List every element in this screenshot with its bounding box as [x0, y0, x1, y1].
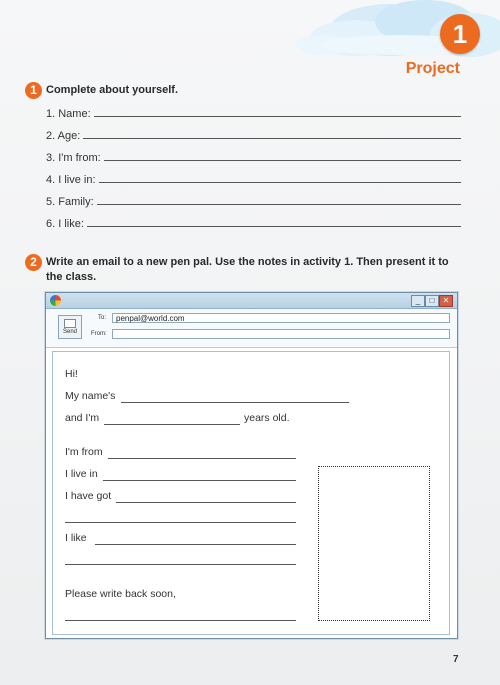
fill-line [104, 160, 461, 161]
email-live-label: I live in [65, 468, 98, 480]
fill-label: 4. I live in: [46, 174, 96, 186]
fill-row-age[interactable] [46, 126, 461, 142]
fill-line [99, 182, 461, 183]
envelope-icon [64, 319, 76, 328]
email-from-label: I'm from [65, 446, 103, 458]
email-closing: Please write back soon, [65, 588, 176, 600]
blank-line[interactable] [65, 564, 296, 565]
email-like-label: I like [65, 532, 87, 544]
from-field[interactable] [112, 329, 450, 339]
email-got-label: I have got [65, 490, 112, 502]
close-button[interactable]: ✕ [439, 295, 453, 307]
page-number: 7 [453, 654, 459, 665]
fill-label: 3. I'm from: [46, 152, 101, 164]
fill-row-family[interactable] [46, 192, 461, 208]
unit-badge: 1 [440, 14, 480, 54]
photo-placeholder[interactable] [318, 466, 430, 621]
send-button[interactable] [58, 315, 82, 339]
window-titlebar [46, 293, 457, 309]
from-label: From: [91, 331, 107, 337]
section-title: Project [405, 60, 460, 77]
email-greeting: Hi! [65, 368, 78, 380]
blank-line[interactable] [121, 402, 349, 403]
fill-row-name[interactable] [46, 104, 461, 120]
fill-line [97, 204, 461, 205]
fill-row-live[interactable] [46, 170, 461, 186]
activity-1-instruction: Complete about yourself. [46, 84, 179, 96]
blank-line[interactable] [95, 544, 296, 545]
blank-line[interactable] [104, 424, 240, 425]
email-header [46, 309, 457, 348]
minimize-button[interactable]: _ [411, 295, 425, 307]
fill-row-like[interactable] [46, 214, 461, 230]
email-body[interactable] [52, 351, 450, 635]
activity-2-number: 2 [25, 254, 42, 271]
fill-label: 6. I like: [46, 218, 84, 230]
fill-label: 5. Family: [46, 196, 94, 208]
email-name-label: My name's [65, 390, 116, 402]
fill-label: 1. Name: [46, 108, 91, 120]
email-window [45, 292, 458, 639]
blank-line[interactable] [108, 458, 296, 459]
blank-line[interactable] [103, 480, 296, 481]
blank-line[interactable] [65, 522, 296, 523]
activity-2-instruction-line1: Write an email to a new pen pal. Use the notes in activity 1. Then present it to [46, 256, 449, 268]
fill-line [83, 138, 461, 139]
email-age-suffix: years old. [244, 412, 290, 424]
blank-line[interactable] [116, 502, 296, 503]
blank-line[interactable] [65, 620, 296, 621]
activity-2-instruction-line2: the class. [46, 271, 97, 283]
browser-icon [50, 295, 61, 306]
send-label: Send [62, 329, 77, 335]
maximize-button[interactable]: □ [425, 295, 439, 307]
to-label: To: [98, 315, 107, 321]
email-age-label: and I'm [65, 412, 100, 424]
fill-label: 2. Age: [46, 130, 81, 142]
activity-1-number: 1 [25, 82, 42, 99]
to-field[interactable]: penpal@world.com [112, 313, 450, 323]
fill-row-from[interactable] [46, 148, 461, 164]
fill-line [94, 116, 461, 117]
fill-line [87, 226, 461, 227]
